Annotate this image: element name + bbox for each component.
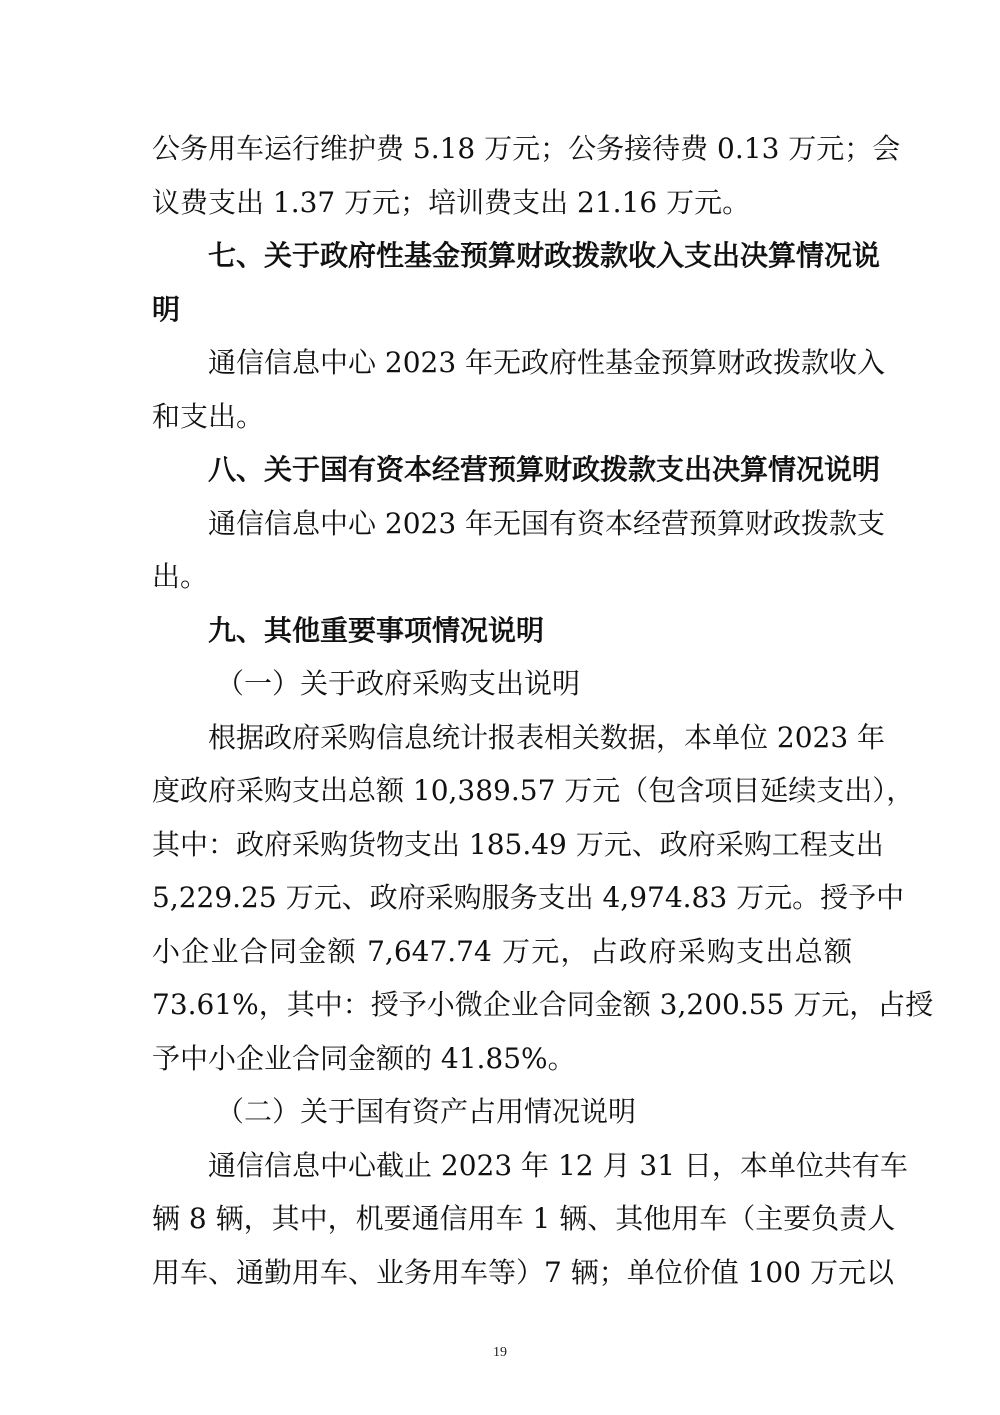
section-heading-9 bbox=[152, 604, 852, 658]
subsection-heading-procurement bbox=[152, 657, 852, 711]
page-body bbox=[152, 122, 934, 1299]
text-line: 和支出。 bbox=[152, 399, 265, 433]
heading-line: 明 bbox=[152, 292, 181, 326]
text-line: 通信信息中心 2023 年无国有资本经营预算财政拨款支 bbox=[208, 506, 886, 540]
heading-line: 七、关于政府性基金预算财政拨款收入支出决算情况说 bbox=[208, 239, 881, 272]
page-number: 19 bbox=[493, 1345, 507, 1360]
text-line: 辆 8 辆，其中，机要通信用车 1 辆、其他用车（主要负责人 bbox=[152, 1202, 896, 1235]
text-line: 度政府采购支出总额 10,389.57 万元（包含项目延续支出）， bbox=[152, 774, 915, 807]
paragraph-state-capital bbox=[152, 497, 886, 604]
paragraph-expense-continuation bbox=[152, 122, 901, 229]
heading-line: 九、其他重要事项情况说明 bbox=[208, 613, 545, 647]
text-line: 议费支出 1.37 万元；培训费支出 21.16 万元。 bbox=[152, 185, 751, 219]
paragraph-gov-fund bbox=[152, 336, 886, 443]
paragraph-procurement bbox=[152, 711, 934, 1086]
text-line: 出。 bbox=[152, 560, 209, 593]
subheading-line: （二）关于国有资产占用情况说明 bbox=[216, 1095, 637, 1128]
heading-line: 八、关于国有资本经营预算财政拨款支出决算情况说明 bbox=[208, 453, 881, 486]
section-heading-7 bbox=[152, 229, 881, 336]
paragraph-assets bbox=[152, 1139, 908, 1300]
section-heading-8 bbox=[152, 443, 881, 497]
text-line: 公务用车运行维护费 5.18 万元；公务接待费 0.13 万元；会 bbox=[152, 132, 901, 165]
text-line: 5,229.25 万元、政府采购服务支出 4,974.83 万元。授予中 bbox=[152, 881, 905, 914]
text-line: 其中：政府采购货物支出 185.49 万元、政府采购工程支出 bbox=[152, 827, 884, 861]
text-line: 73.61%，其中：授予小微企业合同金额 3,200.55 万元，占授 bbox=[152, 988, 934, 1021]
subsection-heading-assets bbox=[152, 1085, 852, 1139]
text-line: 通信信息中心 2023 年无政府性基金预算财政拨款收入 bbox=[208, 346, 886, 379]
text-line: 用车、通勤用车、业务用车等）7 辆；单位价值 100 万元以 bbox=[152, 1255, 894, 1289]
text-line: 予中小企业合同金额的 41.85%。 bbox=[152, 1041, 576, 1075]
text-line: 通信信息中心截止 2023 年 12 月 31 日，本单位共有车 bbox=[208, 1148, 908, 1182]
text-line: 小企业合同金额 7,647.74 万元，占政府采购支出总额 bbox=[152, 934, 852, 968]
text-line: 根据政府采购信息统计报表相关数据，本单位 2023 年 bbox=[208, 720, 886, 754]
subheading-line: （一）关于政府采购支出说明 bbox=[216, 667, 581, 700]
